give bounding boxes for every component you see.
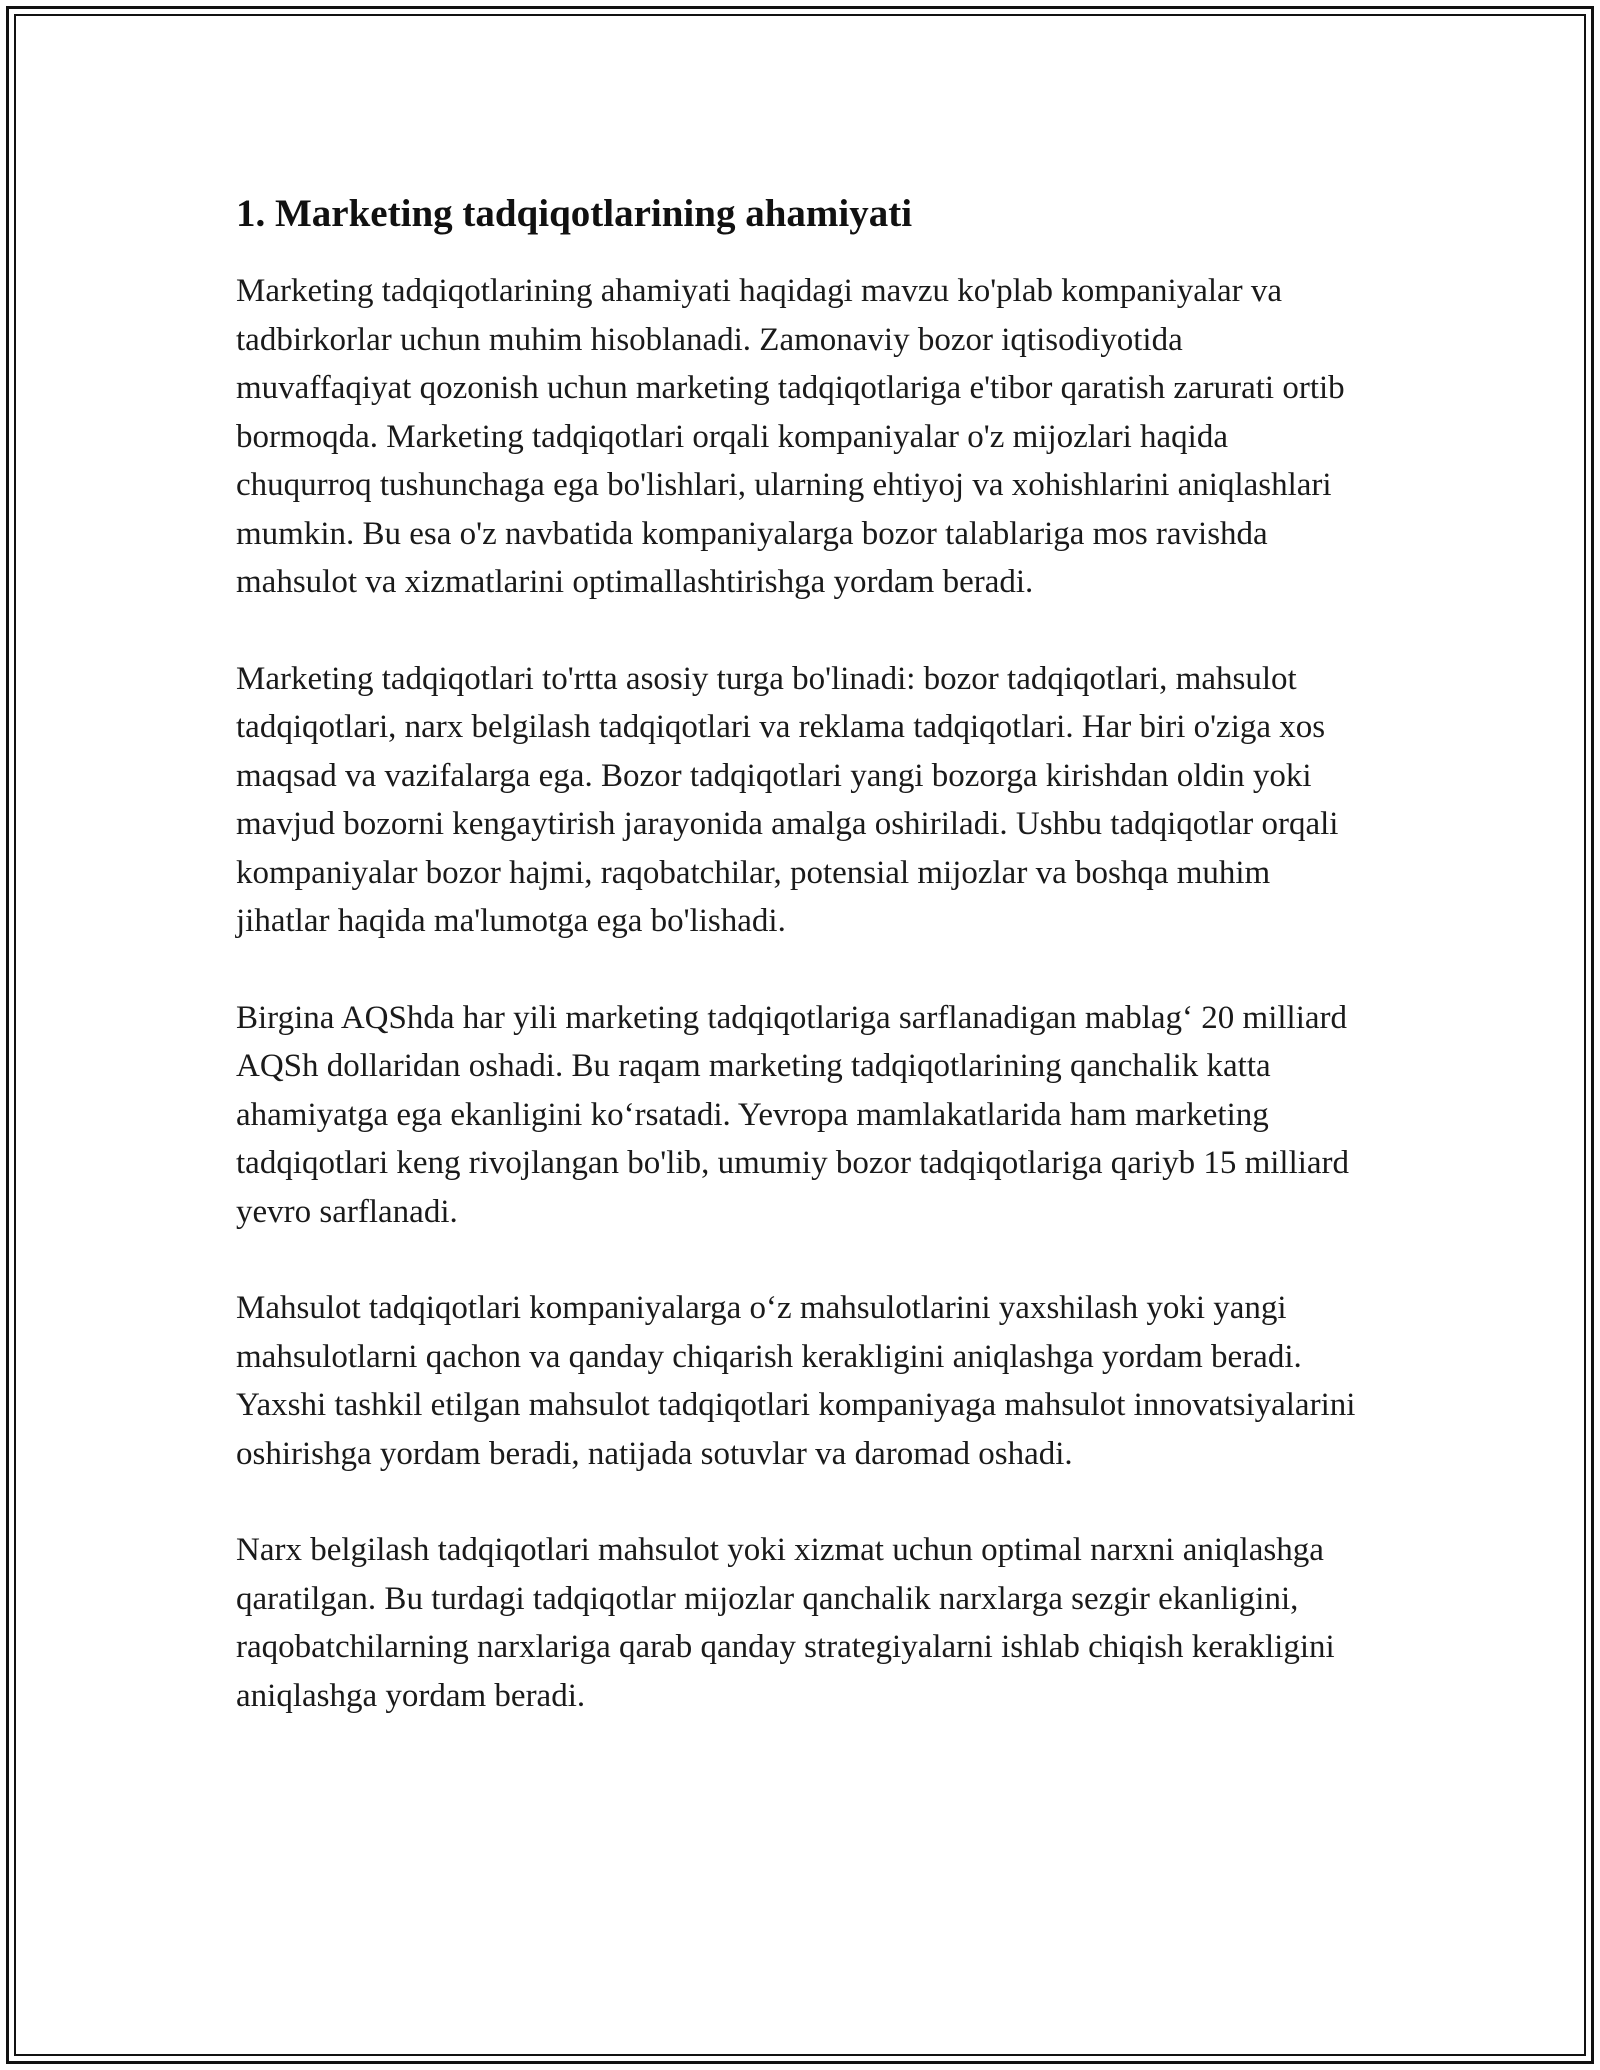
paragraph-4: Mahsulot tadqiqotlari kompaniyalarga o‘z mahsulotlarini yaxshilash yoki yangi mahsulotlarni qachon va qanday chiqarish kerakligini aniqlashga yordam beradi. Yaxshi tashkil etilgan mahsulot tadqiqotlari kompaniyaga mahsulot innovatsiyalarini oshirishga yordam beradi, natijada sotuvlar va daromad oshadi. [236,1290,1356,1472]
section-heading: 1. Marketing tadqiqotlarining ahamiyati [236,192,913,235]
paragraph-1: Marketing tadqiqotlarining ahamiyati haqidagi mavzu ko'plab kompaniyalar va tadbirkorlar uchun muhim hisoblanadi. Zamonaviy bozor iqtisodiyotida muvaffaqiyat qozonish uchun marketing tadqiqotlariga e'tibor qaratish zarurati ortib bormoqda. Marketing tadqiqotlari orqali kompaniyalar o'z mijozlari haqida chuqurroq tushunchaga ega bo'lishlari, ularning ehtiyoj va xohishlarini aniqlashlari mumkin. Bu esa o'z navbatida kompaniyalarga bozor talablariga mos ravishda mahsulot va xizmatlarini optimallashtirishga yordam beradi. [236,273,1345,600]
paragraph-3: Birgina AQShda har yili marketing tadqiqotlariga sarflanadigan mablag‘ 20 milliard AQSh dollaridan oshadi. Bu raqam marketing tadqiqotlarining qanchalik katta ahamiyatga ega ekanligini ko‘rsatadi. Yevropa mamlakatlarida ham marketing tadqiqotlari keng rivojlangan bo'lib, umumiy bozor tadqiqotlariga qariyb 15 milliard yevro sarflanadi. [236,999,1350,1230]
paragraph-5: Narx belgilash tadqiqotlari mahsulot yoki xizmat uchun optimal narxni aniqlashga qaratilgan. Bu turdagi tadqiqotlar mijozlar qanchalik narxlarga sezgir ekanligini, raqobatchilarning narxlariga qarab qanday strategiyalarni ishlab chiqish kerakligini aniqlashga yordam beradi. [236,1532,1335,1714]
document-body [236,185,1366,1768]
paragraph-2: Marketing tadqiqotlari to'rtta asosiy turga bo'linadi: bozor tadqiqotlari, mahsulot tadqiqotlari, narx belgilash tadqiqotlari va reklama tadqiqotlari. Har biri o'ziga xos maqsad va vazifalarga ega. Bozor tadqiqotlari yangi bozorga kirishdan oldin yoki mavjud bozorni kengaytirish jarayonida amalga oshiriladi. Ushbu tadqiqotlar orqali kompaniyalar bozor hajmi, raqobatchilar, potensial mijozlar va boshqa muhim jihatlar haqida ma'lumotga ega bo'lishadi. [236,660,1339,939]
